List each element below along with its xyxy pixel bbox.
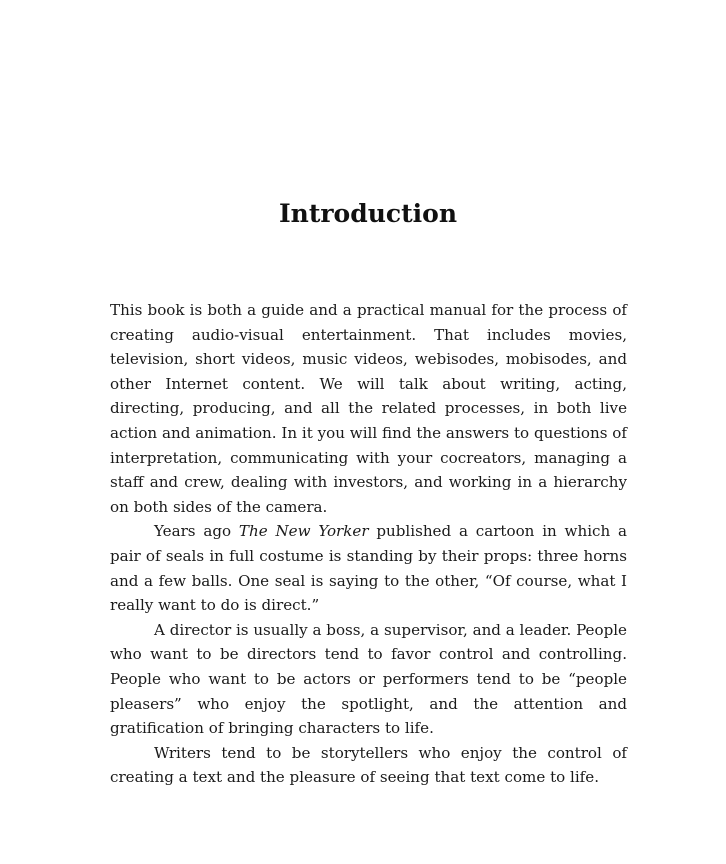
chapter-title: Introduction bbox=[278, 199, 458, 228]
paragraph-1: This book is both a guide and a practical manual for the process of creating audio-visual entertainment. That includes movies, television, short videos, music videos, webisodes, mobisodes, and other Internet content. We will talk about writing, acting, directing, producing, and all the related processes, in both live action and animation. In it you will find the answers to questions of interpretation, communicating with your cocreators, managing a staff and crew, dealing with investors, and working in a hierarchy on both sides of the camera. bbox=[110, 301, 627, 516]
paragraph-3: A director is usually a boss, a supervisor, and a leader. People who want to be directors tend to favor control and controlling. People who want to be actors or performers tend to be “people pleasers” who enjoy the spotlight, and the attention and gratification of bringing characters to life. bbox=[110, 620, 627, 738]
body-text bbox=[110, 298, 627, 790]
paragraph-2-lead: Years ago bbox=[154, 522, 239, 541]
paragraph-2 bbox=[110, 519, 627, 617]
paragraph-4: Writers tend to be storytellers who enjoy the control of creating a text and the pleasure of seeing that text come to life. bbox=[110, 743, 627, 787]
paragraph-2-rest: published a cartoon in which a pair of seals in full costume is standing by their props: three horns and a few balls. One seal is saying to the other, “Of course, what I really want to do is direct.” bbox=[110, 522, 628, 615]
magazine-title: The New Yorker bbox=[238, 522, 369, 541]
